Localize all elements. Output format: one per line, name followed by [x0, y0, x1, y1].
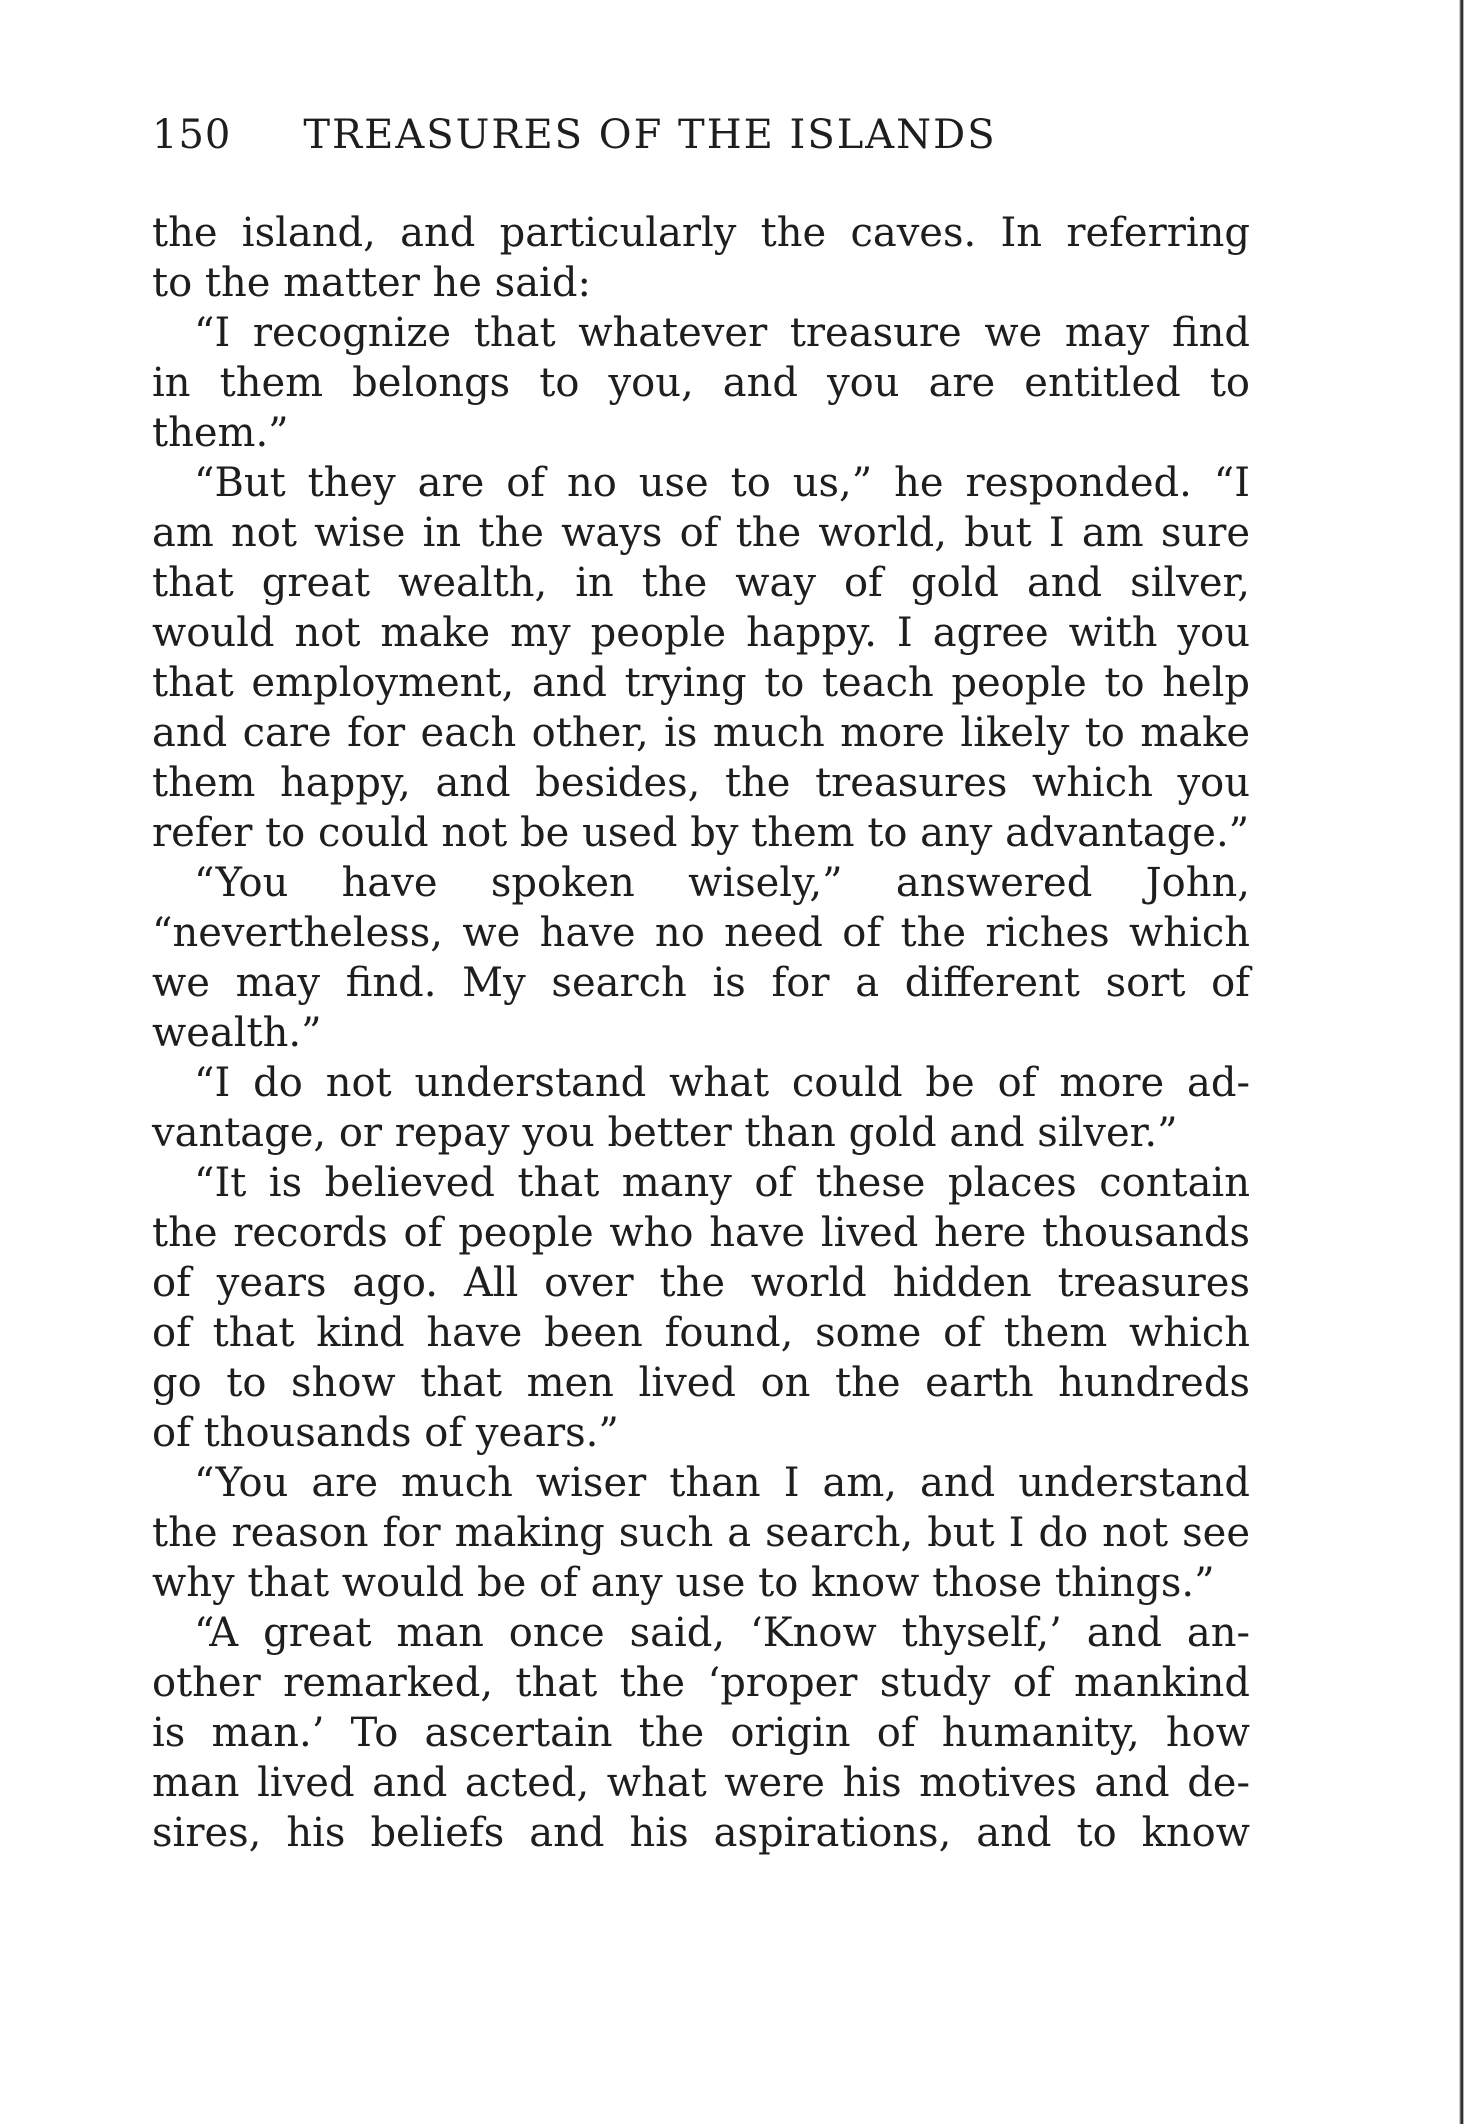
- text-line: to the matter he said:: [152, 260, 591, 306]
- text-line: go to show that men lived on the earth hundreds: [152, 1360, 1250, 1406]
- text-line: we may find. My search is for a different sort of: [152, 960, 1250, 1006]
- text-line: “You have spoken wisely,” answered John,: [194, 860, 1250, 906]
- text-line: “A great man once said, ‘Know thyself,’ and an-: [194, 1610, 1250, 1656]
- text-line: “I do not understand what could be of more ad-: [194, 1060, 1250, 1106]
- text-line: am not wise in the ways of the world, but I am sure: [152, 510, 1250, 556]
- text-line: “You are much wiser than I am, and understand: [194, 1460, 1250, 1506]
- text-line: of thousands of years.”: [152, 1410, 619, 1456]
- text-line: in them belongs to you, and you are entitled to: [152, 360, 1250, 406]
- text-line: man lived and acted, what were his motives and de-: [152, 1760, 1250, 1806]
- body-text: [152, 208, 1250, 1858]
- page-edge-shadow: [1459, 0, 1464, 2124]
- text-line: refer to could not be used by them to any advantage.”: [152, 810, 1250, 856]
- text-line: them happy, and besides, the treasures which you: [152, 760, 1250, 806]
- text-line: of that kind have been found, some of them which: [152, 1310, 1250, 1356]
- text-line: is man.’ To ascertain the origin of humanity, how: [152, 1710, 1250, 1756]
- text-line: why that would be of any use to know those things.”: [152, 1560, 1215, 1606]
- text-line: “nevertheless, we have no need of the riches which: [152, 910, 1250, 956]
- text-line: the island, and particularly the caves. In referring: [152, 210, 1250, 256]
- text-line: the records of people who have lived here thousands: [152, 1210, 1250, 1256]
- text-line: and care for each other, is much more likely to make: [152, 710, 1250, 756]
- text-line: other remarked, that the ‘proper study of mankind: [152, 1660, 1250, 1706]
- text-line: “It is believed that many of these places contain: [194, 1160, 1250, 1206]
- text-line: sires, his beliefs and his aspirations, and to know: [152, 1810, 1250, 1856]
- text-line: vantage, or repay you better than gold and silver.”: [152, 1110, 1178, 1156]
- text-line: “I recognize that whatever treasure we may find: [194, 310, 1250, 356]
- text-line: that employment, and trying to teach people to help: [152, 660, 1250, 706]
- page-number: 150: [152, 112, 232, 158]
- text-line: of years ago. All over the world hidden treasures: [152, 1260, 1250, 1306]
- page-header: [152, 112, 997, 172]
- running-title: TREASURES OF THE ISLANDS: [303, 112, 997, 158]
- text-line: the reason for making such a search, but I do not see: [152, 1510, 1250, 1556]
- text-line: “But they are of no use to us,” he responded. “I: [194, 460, 1250, 506]
- text-line: wealth.”: [152, 1010, 322, 1056]
- text-line: would not make my people happy. I agree with you: [152, 610, 1250, 656]
- text-line: them.”: [152, 410, 289, 456]
- text-line: that great wealth, in the way of gold and silver,: [152, 560, 1250, 606]
